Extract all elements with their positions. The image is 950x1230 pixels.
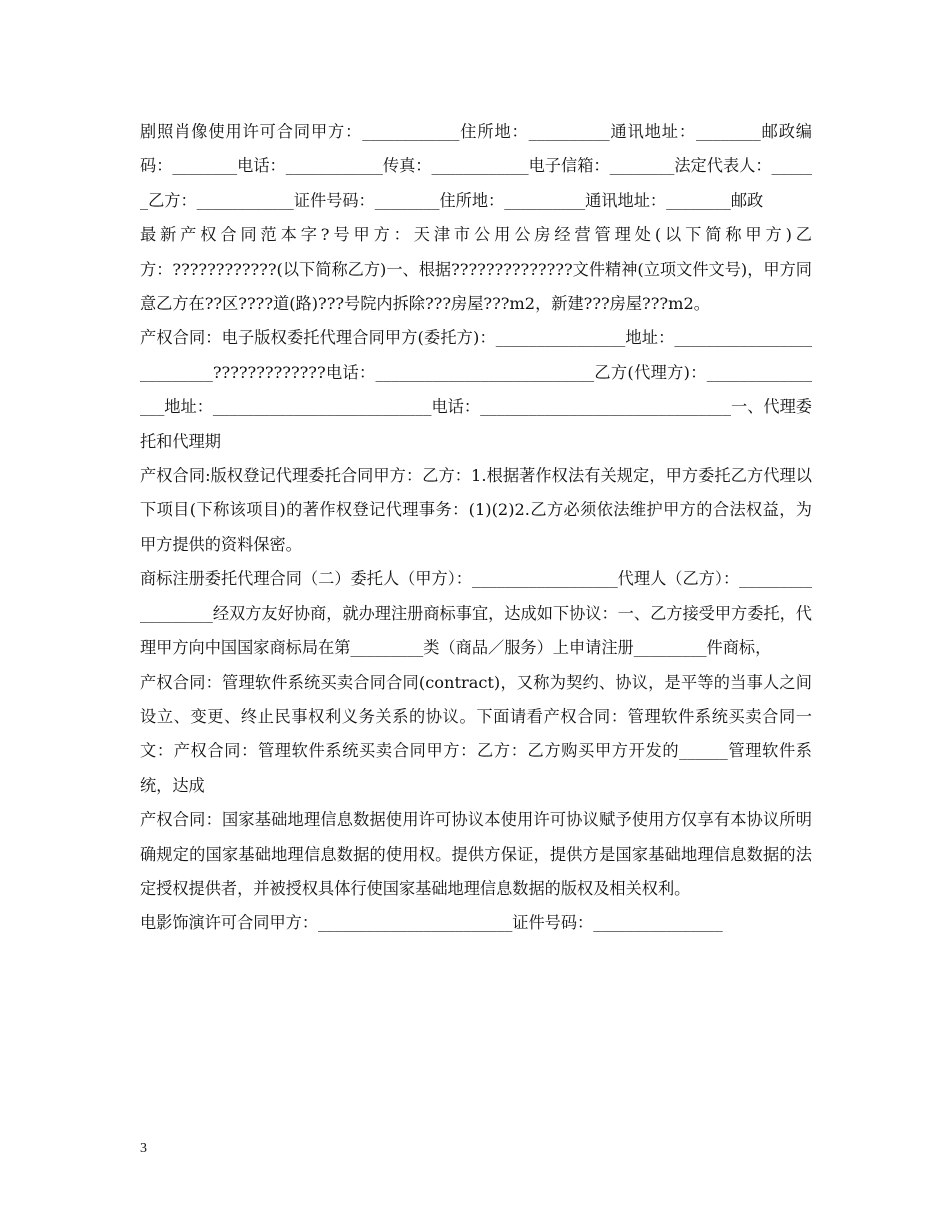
paragraph-geographic-data-license: 产权合同：国家基础地理信息数据使用许可协议本使用许可协议赋予使用方仅享有本协议所明确规定的国家基础地理信息数据的使用权。提供方保证，提供方是国家基础地理信息数据的法定授权提供者，并被授权具体行使国家基础地理信息数据的版权及相关权利。	[140, 810, 812, 898]
paragraph-film-performance-license: 电影饰演许可合同甲方：________________________证件号码：________________	[140, 913, 723, 933]
document-body	[140, 115, 812, 941]
paragraph-electronic-copyright-agency: 产权合同：电子版权委托代理合同甲方(委托方)：________________地址：__________________________?????????????电话：___________________________乙方(代理方)：________________地址：___________________________电话：_______________________________一、代理委托和代理期	[140, 328, 812, 451]
paragraph-property-contract-template: 最新产权合同范本字?号甲方：天津市公用公房经营管理处(以下简称甲方)乙方：????????????(以下简称乙方)一、根据??????????????文件精神(立项文件文号)，甲方同意乙方在??区????道(路)???号院内拆除???房屋???m2，新建???房屋???m2。	[140, 225, 812, 314]
paragraph-trademark-registration-agency: 商标注册委托代理合同（二）委托人（甲方）：__________________代理人（乙方）：__________________经双方友好协商，就办理注册商标事宜，达成如下协议：一、乙方接受甲方委托，代理甲方向中国国家商标局在第_________类（商品／服务）上申请注册_________件商标，	[140, 569, 812, 658]
paragraph-copyright-registration-agency: 产权合同:版权登记代理委托合同甲方：乙方：1.根据著作权法有关规定，甲方委托乙方代理以下项目(下称该项目)的著作权登记代理事务：(1)(2)2.乙方必须依法维护甲方的合法权益，为甲方提供的资料保密。	[140, 466, 812, 554]
paragraph-software-sale-contract: 产权合同：管理软件系统买卖合同合同(contract)，又称为契约、协议，是平等的当事人之间设立、变更、终止民事权利义务关系的协议。下面请看产权合同：管理软件系统买卖合同一文：产权合同：管理软件系统买卖合同甲方：乙方：乙方购买甲方开发的______管理软件系统，达成	[140, 672, 812, 795]
paragraph-still-portrait-license: 剧照肖像使用许可合同甲方：____________住所地：__________通讯地址：________邮政编码：________电话：____________传真：____________电子信箱：________法定代表人：______乙方：____________证件号码：________住所地：__________通讯地址：________邮政	[140, 122, 812, 210]
page-number: 3	[140, 1141, 147, 1156]
